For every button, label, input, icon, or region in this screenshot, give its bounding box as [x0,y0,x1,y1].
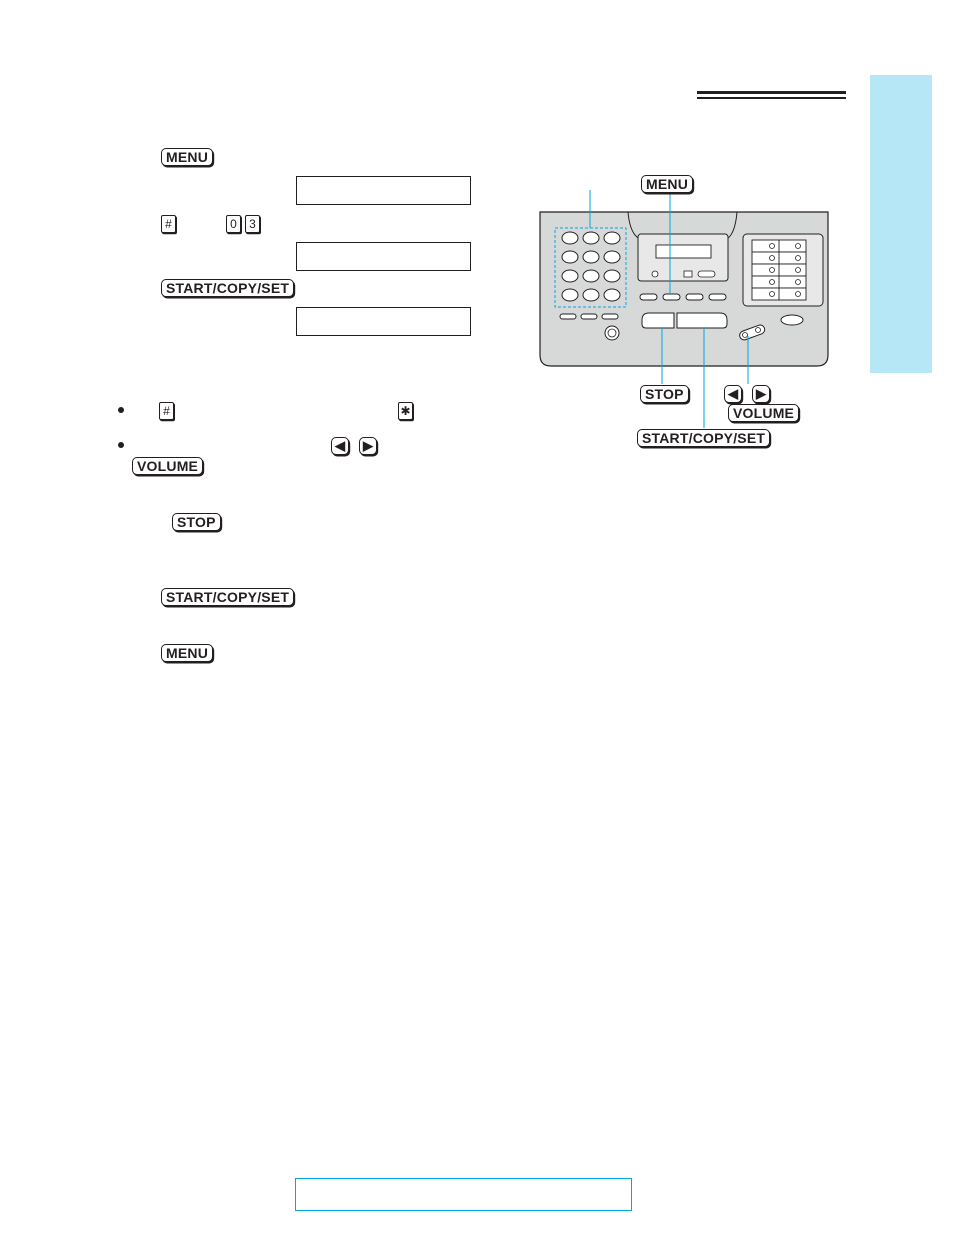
display-box-2 [296,242,471,271]
three-key: 3 [245,215,260,233]
start-copy-set-key: START/COPY/SET [161,588,294,606]
side-tab [870,75,932,373]
knob [605,326,619,340]
right-arrow-key: ▶ [359,437,377,455]
hash-key: # [159,402,174,420]
diagram-right-arrow-label: ▶ [752,385,770,403]
stop-button [642,313,674,328]
lcd-screen [656,245,711,258]
bullet [118,442,124,448]
display-box-1 [296,176,471,205]
zero-key: 0 [226,215,241,233]
diagram-menu-label: MENU [641,175,693,193]
star-key: ✱ [398,402,413,420]
menu-key: MENU [161,644,213,662]
header-rule-bottom [697,97,846,99]
diagram-left-arrow-label: ◀ [724,385,742,403]
diagram-start-copy-set-label: START/COPY/SET [637,429,770,447]
oval-button [781,315,803,325]
left-arrow-key: ◀ [331,437,349,455]
hash-key: # [161,215,176,233]
display-box-3 [296,307,471,336]
footer-box [295,1178,632,1211]
function-buttons-left [560,314,618,319]
start-button [677,313,727,328]
diagram-stop-label: STOP [640,385,689,403]
menu-key: MENU [161,148,213,166]
volume-key: VOLUME [132,457,203,475]
diagram-volume-label: VOLUME [728,404,799,422]
header-rule-top [697,91,846,94]
stop-key: STOP [172,513,221,531]
start-copy-set-key: START/COPY/SET [161,279,294,297]
bullet [118,407,124,413]
